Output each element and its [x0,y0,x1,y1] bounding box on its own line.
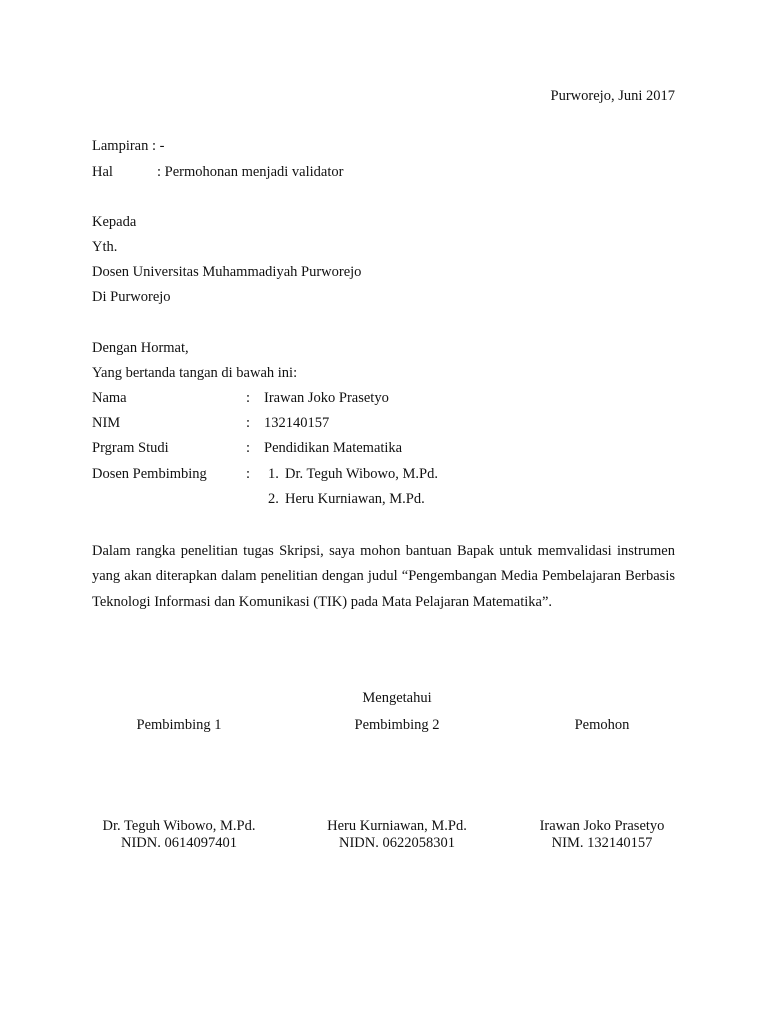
nim-label: NIM [92,415,121,431]
place-date: Purworejo, Juni 2017 [550,88,675,104]
nim-colon: : [246,415,251,431]
nama-colon: : [246,390,251,406]
hal-label: Hal [92,164,113,180]
body-paragraph: Dalam rangka penelitian tugas Skripsi, saya mohon bantuan Bapak untuk memvalidasi instrumen yang akan diterapkan dalam penelitian dengan judul “Pengembangan Media Pembelajaran Berbasis Teknologi Informasi dan Komunikasi (TIK) pada Mata Pelajaran Matematika”. [92,543,675,610]
advisor-1-number: 1. [268,466,279,482]
signer-2-name: Heru Kurniawan, M.Pd. [327,818,467,834]
recipient-line-city: Di Purworejo [92,289,171,305]
prodi-colon: : [246,440,251,456]
prodi-label: Prgram Studi [92,440,169,456]
recipient-line-yth: Yth. [92,239,118,255]
signer-3-id: NIM. 132140157 [551,835,653,851]
mengetahui-label: Mengetahui [362,690,432,706]
nama-label: Nama [92,390,127,406]
advisor-1-name: Dr. Teguh Wibowo, M.Pd. [285,466,438,482]
nim-value: 132140157 [264,415,330,431]
dosen-colon: : [246,466,251,482]
prodi-value: Pendidikan Matematika [264,440,403,456]
signer-1-role: Pembimbing 1 [136,717,222,733]
recipient-line-kepada: Kepada [92,214,137,230]
signer-2-role: Pembimbing 2 [354,717,440,733]
signer-1-id: NIDN. 0614097401 [121,835,237,851]
intro-line: Yang bertanda tangan di bawah ini: [92,365,298,381]
hal-value: : Permohonan menjadi validator [157,164,344,180]
dosen-label: Dosen Pembimbing [92,466,207,482]
signer-3-role: Pemohon [574,717,630,733]
signer-2-id: NIDN. 0622058301 [339,835,455,851]
lampiran-line: Lampiran : - [92,138,165,154]
advisor-2-name: Heru Kurniawan, M.Pd. [285,491,425,507]
recipient-line-institution: Dosen Universitas Muhammadiyah Purworejo [92,264,362,280]
signer-3-name: Irawan Joko Prasetyo [539,818,665,834]
signer-1-name: Dr. Teguh Wibowo, M.Pd. [102,818,256,834]
salutation: Dengan Hormat, [92,340,189,356]
nama-value: Irawan Joko Prasetyo [264,390,389,406]
advisor-2-number: 2. [268,491,279,507]
